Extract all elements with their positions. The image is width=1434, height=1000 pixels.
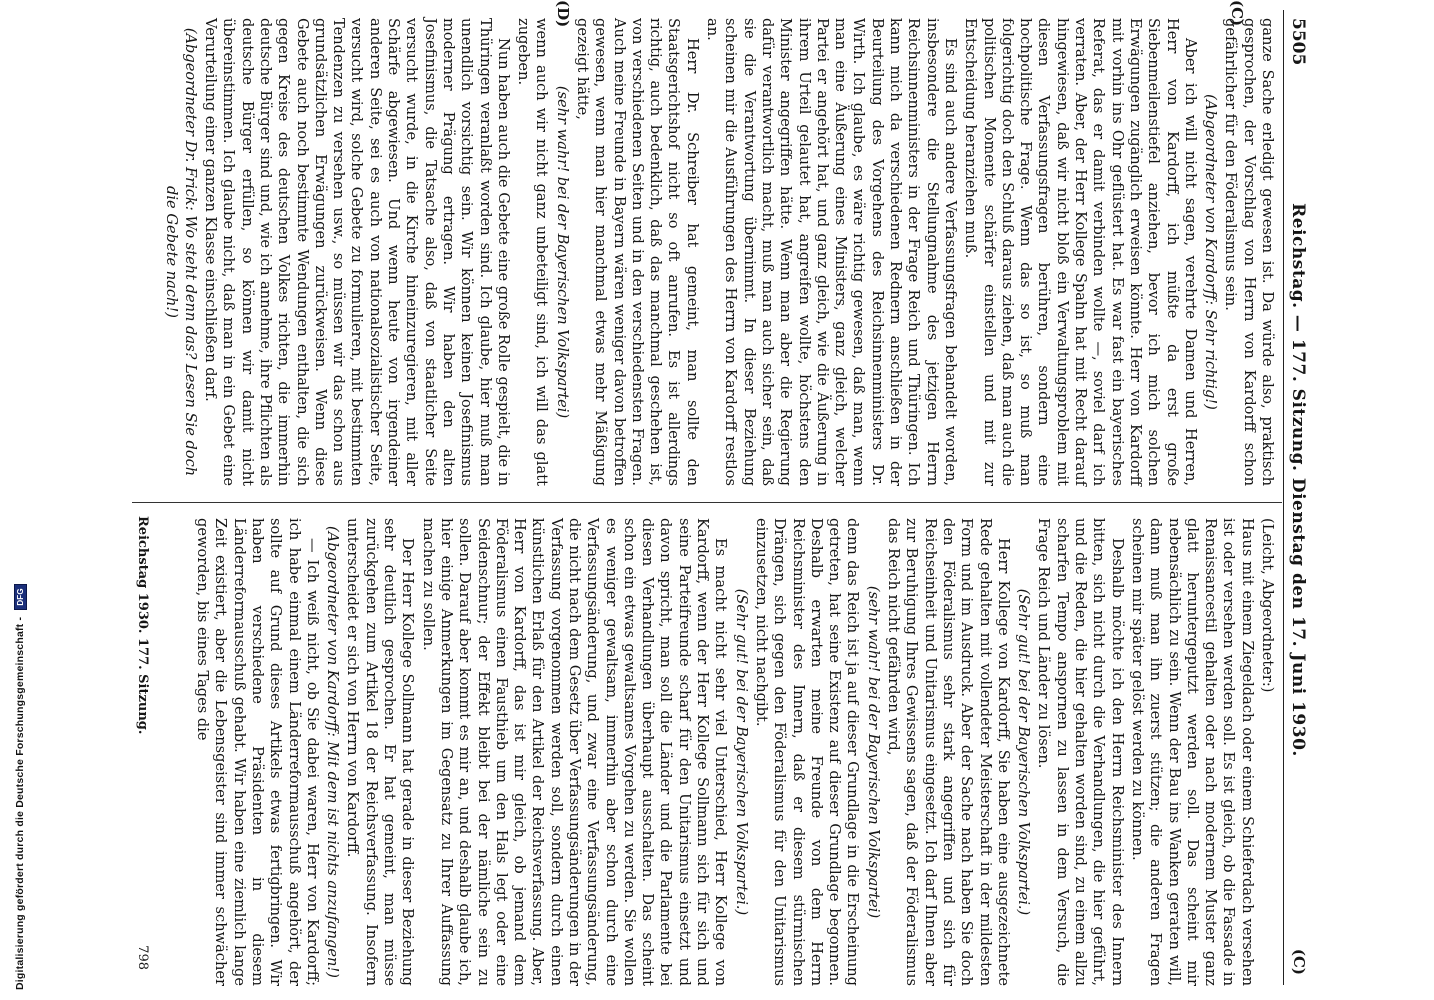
rotated-page	[95, 0, 1310, 986]
interjection: (Abgeordneter von Kardorff: Sehr richtig!)	[1202, 94, 1220, 410]
paragraph: ganze Sache erledigt gewesen ist. Da würde also, praktisch gesprochen, der Vorschlag von Herrn von Kardorff schon gefährlicher für den Föderalismus sein.	[1222, 18, 1276, 486]
header-rule	[1283, 10, 1284, 985]
paragraph: Es sind auch andere Verfassungsfragen behandelt worden, insbesondere die Stellungnahme des jetzigen Herrn Reichsinnenministers in der Frage Reich und Thüringen. Ich kann mich da verschiedenen Rednern anschließen in der Beurteilung des Vorgehens des Reichsinnenministers Dr. Wirth. Ich glaube, es wäre richtig gewesen, daß man, wenn man eine Äußerung eines Ministers, ganz gleich, welcher Partei er angehört hat, und ganz gleich, wie die Äußerung in ihrem Urteil gelautet hat, angreifen wollte, höchstens den Minister angegriffen hätte. Wenn man aber die Regierung dafür verantwortlich macht, muß man auch sicher sein, daß sie die Verantwortung übernimmt. In dieser Beziehung scheinen mir die Ausführungen des Herrn von Kardorff restlos an.	[704, 18, 959, 486]
paragraph: Deshalb möchte ich den Herrn Reichsminister des Innern bitten, sich nicht durch die Verhandlungen, die hier geführt, und die Reden, die hier gehalten worden sind, zu einem allzu scharfen Tempo anspornen zu lassen in dem Versuch, die Frage Reich und Länder zu lösen.	[1035, 518, 1126, 986]
credit-text: Digitalisierung gefördert durch die Deutsche Forschungsgemeinschaft -	[14, 616, 26, 990]
paragraph: wenn auch wir nicht ganz unbeteiligt sind, ich will das glatt zugeben.	[515, 18, 551, 486]
interjection: (Sehr gut! bei der Bayerischen Volkspartei.)	[1015, 588, 1033, 916]
paragraph: denn das Reich ist ja auf dieser Grundlage in die Erscheinung getreten, hat seine Existenz auf dieser Grundlage begonnen. Deshalb erwarten meine Freunde von dem Herrn Reichsminister des Innern, daß er diesem stürmischen Drängen, sich gegen den Föderalismus für den Unitarismus einzusetzen, nicht nachgibt.	[752, 518, 862, 986]
margin-mark-d: (D)	[554, 0, 572, 28]
header-margin-mark: (C)	[1290, 948, 1308, 975]
interjection: (Abgeordneter von Kardorff: Mit dem ist nichts anzufangen!)	[324, 526, 342, 978]
footer-sheet-number: 798	[135, 945, 150, 970]
digitization-credit	[10, 0, 38, 1000]
margin-mark-c: (C)	[1228, 0, 1246, 27]
paragraph: Es macht nicht sehr viel Unterschied, Herr Kollege von Kardorff, wenn der Herr Kollege Sollmann sich für sich und seine Parteifreunde scharf für den Unitarismus einsetzt und davon spricht, man soll die Länder und die Parlamente bei diesen Verhandlungen überhaupt ausschalten. Das scheint schon ein etwas gewaltsames Vorgehen zu werden. Sie wollen es weniger gewaltsam, immerhin aber schon durch eine Verfassungsänderung, und zwar eine Verfassungsänderung, die nicht nach dem Gesetz über Verfassungsänderungen in der Verfassung vorgenommen werden soll, sondern durch einen künstlichen Erlaß für den Artikel der Reichsverfassung. Aber, Herr von Kardorff, das ist mir gleich, ob jemand dem Föderalismus einen Fausthieb um den Hals legt oder eine Seidenschnur; der Effekt bleibt bei der nämliche sein zu sollen. Darauf aber kommt es mir an, und deshalb glaube ich, hier einige Anmerkungen im Gegensatz zu Ihrer Auffassung machen zu sollen.	[419, 518, 730, 986]
interjection: (sehr wahr! bei der Bayerischen Volkspartei)	[864, 585, 882, 919]
page-footer	[128, 510, 150, 980]
page-content	[95, 0, 1310, 986]
paragraph: — Ich weiß nicht, ob Sie dabei waren, Herr von Kardorff; ich habe einmal einem Länderreformausschuß angehört, der sollte auf Grund dieses Artikels etwas fertigbringen. Wir haben verschiedene Präsidenten in diesem Länderreformausschuß gehabt. Wir haben eine ziemlich lange Zeit existiert, aber die Lebensgeister sind immer schwächer geworden, bis eines Tages die	[194, 518, 321, 986]
column-divider	[132, 502, 1282, 503]
paragraph: Der Herr Kollege Sollmann hat gerade in dieser Beziehung sehr deutlich gesprochen. Er hat gemeint, man müsse zurückgehen zum Artikel 18 der Reichsverfassung. Insofern unterscheidet er sich von Herrn von Kardorff.	[344, 518, 417, 986]
page-header	[1286, 10, 1310, 985]
dfg-logo: DFG	[14, 584, 27, 610]
page-title: Reichstag. — 177. Sitzung. Dienstag den 17. Juni 1930.	[1288, 203, 1308, 757]
interjection: (Abgeordneter Dr. Frick: Wo steht denn das? Lesen Sie doch die Gebete nach!)	[163, 27, 199, 477]
footer-signature: Reichstag 1930. 177. Sitzung.	[135, 516, 150, 735]
paragraph: Herr Kollege von Kardorff, Sie haben eine ausgezeichnete Rede gehalten mit vollendeter Meisterschaft in der mildesten Form und im Ausdruck. Aber der Sache nach haben Sie doch den Föderalismus sehr stark angegriffen und sich für Reichseinheit und Unitarismus eingesetzt. Ich darf Ihnen aber zur Beruhigung Ihres Gewissens sagen, daß der Föderalismus das Reich nicht gefährden wird,	[885, 518, 1012, 986]
left-column	[160, 0, 1276, 486]
paragraph: Aber ich will nicht sagen, verehrte Damen und Herren, Herr von Kardorff, ich müßte da erst große Siebenmeilenstiefel anziehen, bevor ich mich solchen Erwägungen zugänglich erweisen könnte. Herr von Kardorff mit vorhin ins Ohr geflüstert hat. Es war fast ein bayerisches Referat, das er damit verbinden wollte —, soviel darf ich verraten. Aber, der Herr Kollege Spahn hat mit Recht darauf hingewiesen, daß wir nicht bloß ein Verwaltungsproblem mit diesen Verfassungsfragen berühren, sondern eine hochpolitische Frage. Wenn das so ist, so muß man folgerichtig doch den Schluß daraus ziehen, daß man auch die politischen Momente schärfer einstellen und mit zur Entscheidung heranziehen muß.	[962, 18, 1199, 486]
paragraph: Nun haben auch die Gebete eine große Rolle gespielt, die in Thüringen veranlaßt worden sind. Ich glaube, hier muß man unendlich vorsichtig sein. Wir können keinen Josefinismus moderner Prägung ertragen. Wir haben den alten Josefinismus, die Tatsache also, daß von staatlicher Seite versucht wurde, in die Kirche hineinzuregieren, mit aller Schärfe abgewiesen. Und wenn heute von irgendeiner anderen Seite, sei es auch von nationalsozialistischer Seite, versucht wird, solche Gebete zu formulieren, mit bestimmten Tendenzen zu versehen usw., so müssen wir das schon aus grundsätzlichen Erwägungen zurückweisen. Wenn diese Gebete auch noch bestimmte Wendungen enthalten, die sich gegen Kreise des deutschen Volkes richten, die immerhin deutsche Bürger sind und, wie ich annehme, ihre Pflichten als deutsche Bürger erfüllen, so können wir damit nicht übereinstimmen. Ich glaube nicht, daß man in ein Gebet eine Verurteilung einer ganzen Klasse einschließen darf.	[202, 18, 512, 486]
page-number: 5505	[1288, 18, 1308, 66]
paragraph: Herr Dr. Schreiber hat gemeint, man sollte den Staatsgerichtshof nicht so oft anrufen. Es ist allerdings richtig, auch bedenklich, daß das manchmal geschehen ist, von verschiedenen Seiten und in den verschiedensten Fragen. Auch meine Freunde in Bayern wären weniger davon betroffen gewesen, wenn man hier manchmal etwas mehr Mäßigung gezeigt hätte,	[574, 18, 701, 486]
interjection: (Sehr gut! bei der Bayerischen Volkspartei.)	[732, 588, 750, 916]
interjection: (sehr wahr! bei der Bayerischen Volkspartei)	[553, 85, 571, 419]
credit-text-line	[14, 70, 34, 990]
speaker-tag: (Leicht, Abgeordneter:)	[1259, 518, 1276, 693]
right-column	[191, 518, 1276, 986]
paragraph: Haus mit einem Ziegeldach oder einem Schieferdach versehen ist oder versehen werden soll. Es ist gleich, ob die Fassade in Renaissancestil gehalten oder nach modernem Muster ganz glatt heruntergeputzt werden soll. Das scheint mir nebensächlich zu sein. Wenn der Bau ins Wanken geraten will, dann muß man ihn zuerst stützen; die anderen Fragen scheinen mir später gelöst werden zu können.	[1128, 518, 1256, 986]
